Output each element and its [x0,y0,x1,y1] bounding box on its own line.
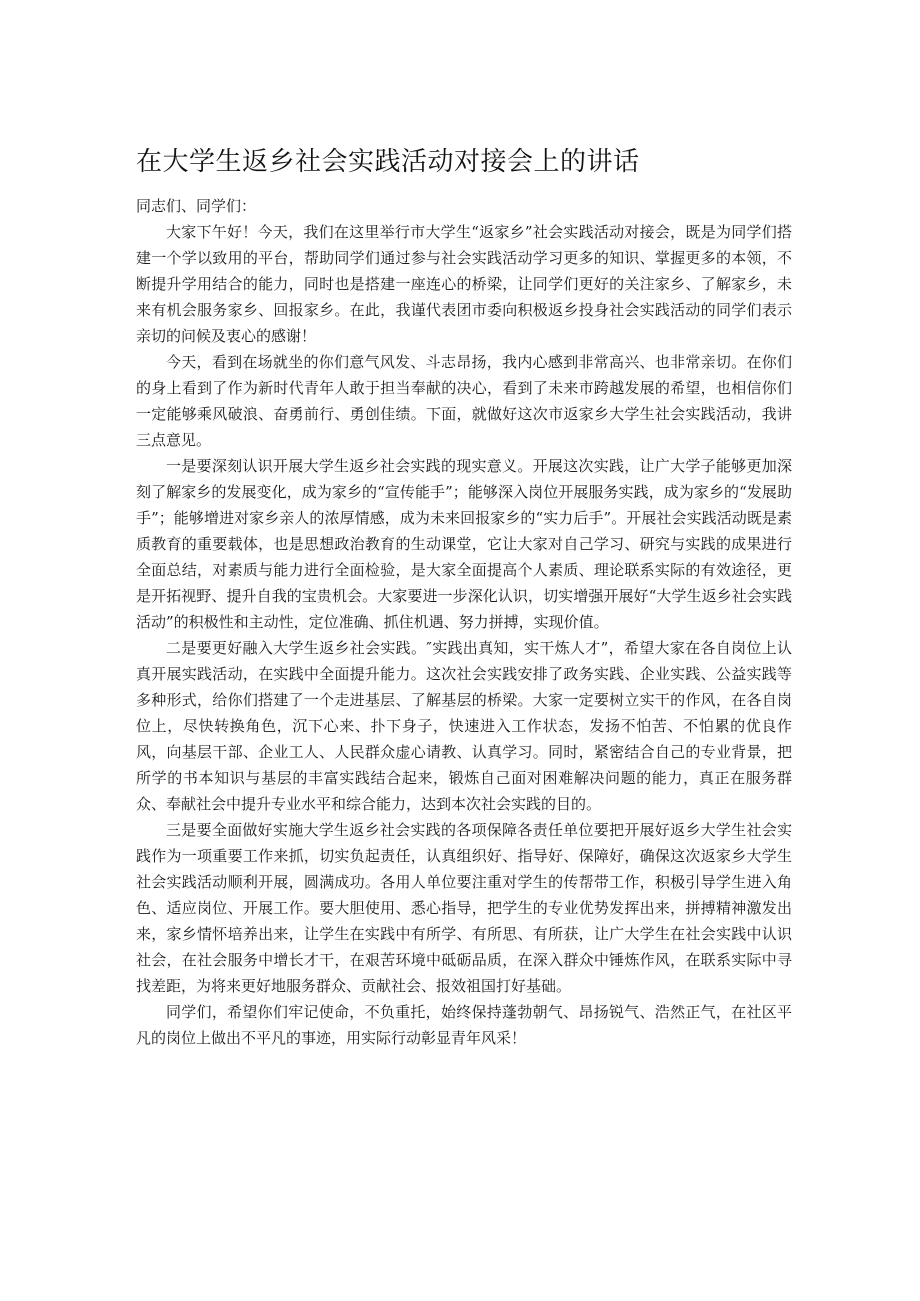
paragraph-point-two: 二是要更好融入大学生返乡社会实践。″实践出真知，实干炼人才”，希望大家在各自岗位上认真开展实践活动，在实践中全面提升能力。这次社会实践安排了政务实践、企业实践、公益实践等多种形式，给你们搭建了一个走进基层、了解基层的桥梁。大家一定要树立实干的作风，在各自岗位上，尽快转换角色，沉下心来、扑下身子，快速进入工作状态，发扬不怕苦、不怕累的优良作风，向基层干部、企业工人、人民群众虚心请教、认真学习。同时，紧密结合自己的专业背景，把所学的书本知识与基层的丰富实践结合起来，锻炼自己面对困难解决问题的能力，真正在服务群众、奉献社会中提升专业水平和综合能力，达到本次社会实践的目的。 [136,639,792,813]
paragraph-greeting: 大家下午好！今天，我们在这里举行市大学生“返家乡”社会实践活动对接会，既是为同学们搭建一个学以致用的平台，帮助同学们通过参与社会实践活动学习更多的知识、掌握更多的本领，不断提升学用结合的能力，同时也是搭建一座连心的桥梁，让同学们更好的关注家乡、了解家乡，未来有机会服务家乡、回报家乡。在此，我谨代表团市委向积极返乡投身社会实践活动的同学们表示亲切的问候及衷心的感谢！ [136,223,792,345]
salutation: 同志们、同学们： [136,197,257,215]
paragraph-intro: 今天，看到在场就坐的你们意气风发、斗志昂扬，我内心感到非常高兴、也非常亲切。在你们的身上看到了作为新时代青年人敢于担当奉献的决心，看到了未来市跨越发展的希望，也相信你们一定能够乘风破浪、奋勇前行、勇创佳绩。下面，就做好这次市返家乡大学生社会实践活动，我讲三点意见。 [136,353,792,449]
document-body [136,193,792,1051]
paragraph-point-one: 一是要深刻认识开展大学生返乡社会实践的现实意义。开展这次实践，让广大学子能够更加深刻了解家乡的发展变化，成为家乡的“宣传能手”；能够深入岗位开展服务实践，成为家乡的“发展助手”；能够增进对家乡亲人的浓厚情感，成为未来回报家乡的“实力后手”。开展社会实践活动既是素质教育的重要载体，也是思想政治教育的生动课堂，它让大家对自己学习、研究与实践的成果进行全面总结，对素质与能力进行全面检验，是大家全面提高个人素质、理论联系实际的有效途径，更是开拓视野、提升自我的宝贵机会。大家要进一步深化认识，切实增强开展好“大学生返乡社会实践活动”的积极性和主动性，定位准确、抓住机遇、努力拼搏，实现价值。 [136,457,792,631]
paragraph-closing: 同学们，希望你们牢记使命，不负重托，始终保持蓬勃朝气、昂扬锐气、浩然正气，在社区平凡的岗位上做出不平凡的事迹，用实际行动彰显青年风采！ [136,1003,792,1047]
paragraph-point-three: 三是要全面做好实施大学生返乡社会实践的各项保障各责任单位要把开展好返乡大学生社会实践作为一项重要工作来抓，切实负起责任，认真组织好、指导好、保障好，确保这次返家乡大学生社会实践活动顺利开展，圆满成功。各用人单位要注重对学生的传帮带工作，积极引导学生进入角色、适应岗位、开展工作。要大胆使用、悉心指导，把学生的专业优势发挥出来，拼搏精神激发出来，家乡情怀培养出来，让学生在实践中有所学、有所思、有所获，让广大学生在社会实践中认识社会，在社会服务中增长才干，在艰苦环境中砥砺品质，在深入群众中锤炼作风，在联系实际中寻找差距，为将来更好地服务群众、贡献社会、报效祖国打好基础。 [136,821,792,995]
document-title: 在大学生返乡社会实践活动对接会上的讲话 [136,147,640,177]
